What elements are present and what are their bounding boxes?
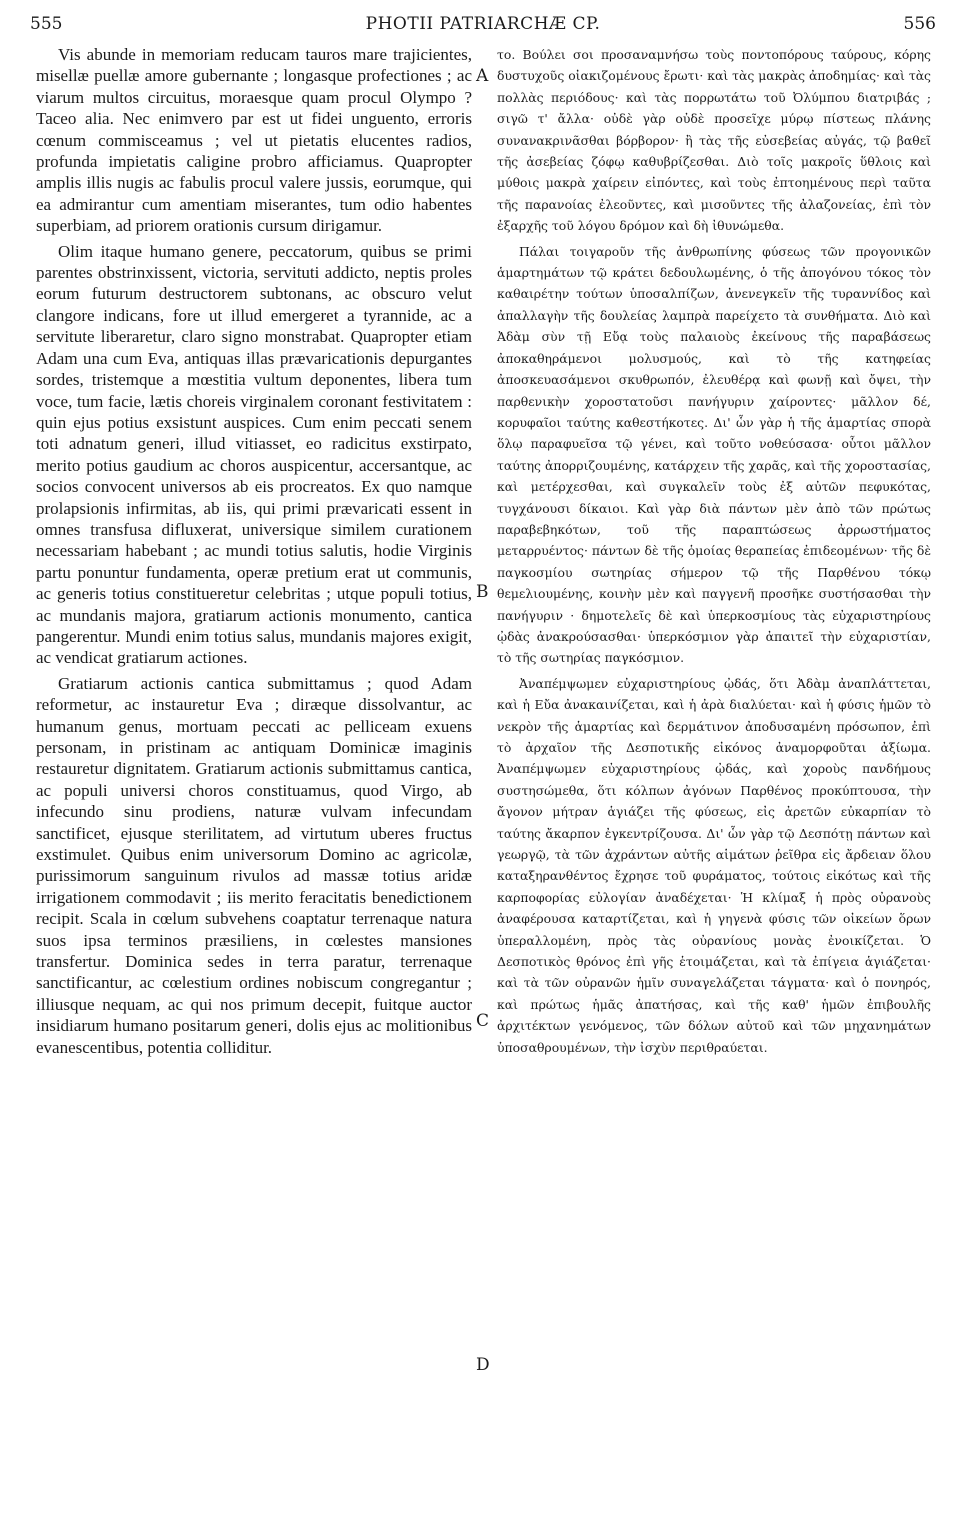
running-title: PHOTII PATRIARCHÆ CP. [365, 14, 601, 34]
greek-paragraph: το. Βούλει σοι προσαναμνήσω τοὺς ποντοπόρους ταύρους, κόρης δυστυχοῦς οἰακιζομένους ἔρωτι· καὶ τὰς μακρὰς ἀποδημίας· καὶ τὰς πολλὰς περιόδους· καὶ τὰς πορρωτάτω τοῦ Ὀλύμπου διατριβάς ; σιγῶ τ' ἄλλα· οὐδὲ γὰρ οὐδὲ προσεῖχε μύρῳ πίστεως πλάνης συνανακρινᾶσθαι βόρβορον· ἢ τὰς τῆς εὐσεβείας αὐγάς, τῷ βαθεῖ τῆς ἀσεβείας ζόφῳ καθυβρίζεσθαι. Διὸ τοῖς μακροῖς ὕθλοις καὶ μύθοις μακρὰ χαίρειν εἰπόντες, καὶ τοὺς ἐπτοημένους περὶ ταῦτα τῆς παρανοίας ἐλεοῦντες, καὶ μισοῦντες τῆς ἀλαζονείας, ἐπὶ τὸν ἐξαρχῆς τοῦ λόγου δρόμον καὶ δὴ ἰθυνώμεθα. [497, 47, 931, 234]
greek-paragraph: Πάλαι τοιγαροῦν τῆς ἀνθρωπίνης φύσεως τῶν προγονικῶν ἁμαρτημάτων τῷ κράτει δεδουλωμένης, ὁ τῆς ἀπογόνου τόκος τὸν καθαιρέτην τούτων ὑποσαλπίζων, ἀνενεγκεῖν τῆς τυραννίδος καὶ ἀπαλλαγὴν τῆς δουλείας λαμπρὰ παρείχετο τὰ συνθήματα. Διὸ καὶ Ἀδὰμ σὺν τῇ Εὔᾳ τοὺς παλαιοὺς ἐκείνους τῆς παραβάσεως ἀποκαθηράμενοι μολυσμούς, καὶ τὸ τῆς κατηφείας ἀποσκευασάμενοι σκυθρωπόν, ἐλευθέρᾳ καὶ φωνῇ καὶ ὄψει, τὴν παρθενικὴν χοροστατοῦσι πανήγυριν χαίροντες· μᾶλλον δέ, κορυφαῖοι ταύτης καθεστήκοτες. Δι' ὧν γὰρ ἡ τῆς ἁμαρτίας σπορὰ ὅλῳ παραφυεῖσα τῷ γένει, καὶ τοῦτο νοθεύσασα· οὗτοι μᾶλλον ταύτης ἀπορριζουμένης, κατάρχειν τῆς χαρᾶς, καὶ τῆς χοροστασίας, καὶ μετέρχεσθαι, καὶ συγκαλεῖν τοὺς ἐξ αὐτῶν πεφυκότας, τυγχάνουσι δίκαιοι. Καὶ γὰρ διὰ πάντων μὲν ἀπὸ τῶν πρώτως παραβεβηκότων, τοῦ τῆς παραπτώσεως ἀρρωστήματος μεταρρυέντος· πάντων δὲ τῆς ὁμοίας θεραπείας ἐπιδεομένων· τῆς δὲ παγκοσμίου σωτηρίας σήμερον τῷ τῆς Παρθένου τόκῳ θεμελιουμένης, κοινὴν μὲν καὶ παγγενῆ προσῆκε συστήσασθαι τὴν πανήγυριν · δημοτελεῖς δὲ καὶ ὑπερκοσμίους τὰς εὐχαριστηρίους ᾠδὰς ἀνακρούσασθαι· ὑπερκόσμιον γὰρ ἀπαιτεῖ τὴν εὐχαριστίαν, τὸ τῆς σωτηρίας παγκόσμιον. [497, 243, 931, 666]
page-number-left: 555 [30, 14, 63, 34]
page-number-right: 556 [903, 14, 936, 34]
section-marker-b: B [476, 582, 489, 602]
section-marker-c: C [476, 1011, 490, 1031]
greek-paragraph: Ἀναπέμψωμεν εὐχαριστηρίους ᾠδάς, ὅτι Ἀδὰμ ἀναπλάττεται, καὶ ἡ Εὔα ἀνακαινίζεται, καὶ ἡ ἀρὰ διαλύεται· καὶ ἡ φύσις ἡμῶν τὸ νεκρὸν τῆς ἁμαρτίας καὶ δερμάτινον ἀποδυσαμένη πρόσωπον, ἐπὶ τὸ ἀρχαῖον τῆς Δεσποτικῆς εἰκόνος ἀναμορφοῦται ἀξίωμα. Ἀναπέμψωμεν εὐχαριστηρίους ᾠδάς, καὶ χοροὺς πανδήμους συστησώμεθα, ὅτι κόλπων ἀγόνων Παρθένος προκύπτουσα, τὴν ἄγονον μήτραν ἁγιάζει τῆς φύσεως, εἰς ἀρετῶν εὐκαρπίαν τὸ ταύτης ἄκαρπον ἐγκεντρίζουσα. Δι' ὧν γὰρ τῷ Δεσπότῃ πάντων καὶ γεωργῷ, τὰ τῶν ἀχράντων αὐτῆς αἱμάτων ῥεῖθρα εἰς ἄρδειαν ὅλου καταξηρανθέντος ἔχρησε τοῦ φυράματος, τούτοις εἰκότως καὶ τῆς καρποφορίας εὐλογίαν ἀναδέχεται· Ἡ κλίμαξ ἡ πρὸς οὐρανοὺς ἀναφέρουσα καταρτίζεται, καὶ ἡ γηγενὰ φύσις τῶν οἰκείων ὅρων ὑπεραλλομένη, πρὸς τὰς οὐρανίους μονὰς ἐνοικίζεται. Ὁ Δεσποτικὸς θρόνος ἐπὶ γῆς ἑτοιμάζεται, καὶ τὰ ἐπίγεια ἁγιάζεται· καὶ τὰ τῶν οὐρανῶν ἡμῖν συναγελάζεται τάγματα· καὶ ὁ πονηρός, καὶ πρώτως ἡμᾶς ἀπατήσας, καὶ τῆς καθ' ἡμῶν ἐπιβουλῆς ἀρχιτέκτων γενόμενος, τῶν δόλων αὐτοῦ καὶ τῶν μηχανημάτων ὑποσαθρουμένων, τὴν ἰσχὺν περιθραύεται. [497, 675, 931, 1055]
latin-paragraph: Olim itaque humano genere, peccatorum, quibus se primi parentes obstrinxissent, victoria, servituti addicto, neptis proles eorum futurum destructorem subtonans, ac obscuro velut clangore indicans, fore ut illud emergeret a tyrannide, ac a servitute liberaretur, claro signo monstrabat. Quapropter etiam Adam una cum Eva, antiquas illas prævaricationis depurgantes sordes, tristemque a mœstitia vultum deponentes, libera tum voce, tum facie, lætis choreis virginalem coronant festivitatem : quin ejus potius exsistunt auspices. Cum enim peccati senem toti adnatum generi, illud vitiasset, eo radicitus exstirpato, merito potius gaudium ac choros auspicentur, accersantque, ac socios convocent universos ab eis procreatos. Ex quo namque prolapsionis infirmitas, ab iis, qui primi prævaricati essent in omnes transfusa difluxerat, universique similem curationem necessariam habebant ; ac mundi totius salutis, hodie Virginis partu ponuntur fundamenta, operæ pretium erat ut communis, ac generis totius constitueretur celebritas ; utque populi totius, ac mundanis majora, gratiarum actionis monumento, cantica pangerentur. Mundi enim totius salus, mundanis majores exigit, ac vendicat gratiarum actiones. [36, 241, 472, 668]
latin-column [36, 44, 472, 1062]
section-marker-a: A [476, 66, 489, 86]
greek-column [497, 44, 931, 1062]
running-header [30, 8, 936, 40]
latin-paragraph: Vis abunde in memoriam reducam tauros mare trajicientes, misellæ puellæ amore gubernante ; longasque profectiones ; ac viarum multos circuitus, moraesque quam procul Olympo ? Taceo alia. Nec enimvero par est ut fidei unguento, erroris cœnum commisceamus ; vel ut pietatis elucentes radios, profunda impietatis caligine probro afficiamus. Quapropter amplis illis nugis ac fabulis procul valere jussis, eorumque, qui ea admirantur cum amentiam miserantes, tum odio habentes superbiam, ad priorem orationis cursum dirigamur. [36, 45, 472, 236]
section-marker-d: D [476, 1355, 490, 1375]
latin-paragraph: Gratiarum actionis cantica submittamus ; quod Adam reformetur, ac instauretur Eva ; diræque dissolvantur, ac humanum genus, mortuam peccati ac pelliceam exuens personam, in pristinam ac antiquam Dominicæ imaginis restauretur dignitatem. Gratiarum actionis submittamus cantica, ac populi universi choros constituamus, quod Virgo, ab infecundo sinu prodiens, naturæ vulvam infecundam sanctificet, ejusque sterilitatem, ad virtutum uberes fructus exstimulet. Quibus enim universorum Domino ac agricolæ, purissimorum sanguinum rivulos ad massæ totius aridæ irrigationem commodavit ; iis merito feracitatis benedictionem recipit. Scala in cœlum subvehens coaptatur terrenaque natura suos ipsa terminos præsiliens, in cœlestes mansiones transfertur. Dominica sedes in terra paratur, terrenaque sanctificantur, ac cœlestium ordines nobiscum congregantur ; illiusque nequam, ac qui nos primum decepit, fuitque auctor insidiarum humano positarum generi, dolis ejus ac molitionibus evanescentibus, potentia colliditur. [36, 673, 472, 1057]
